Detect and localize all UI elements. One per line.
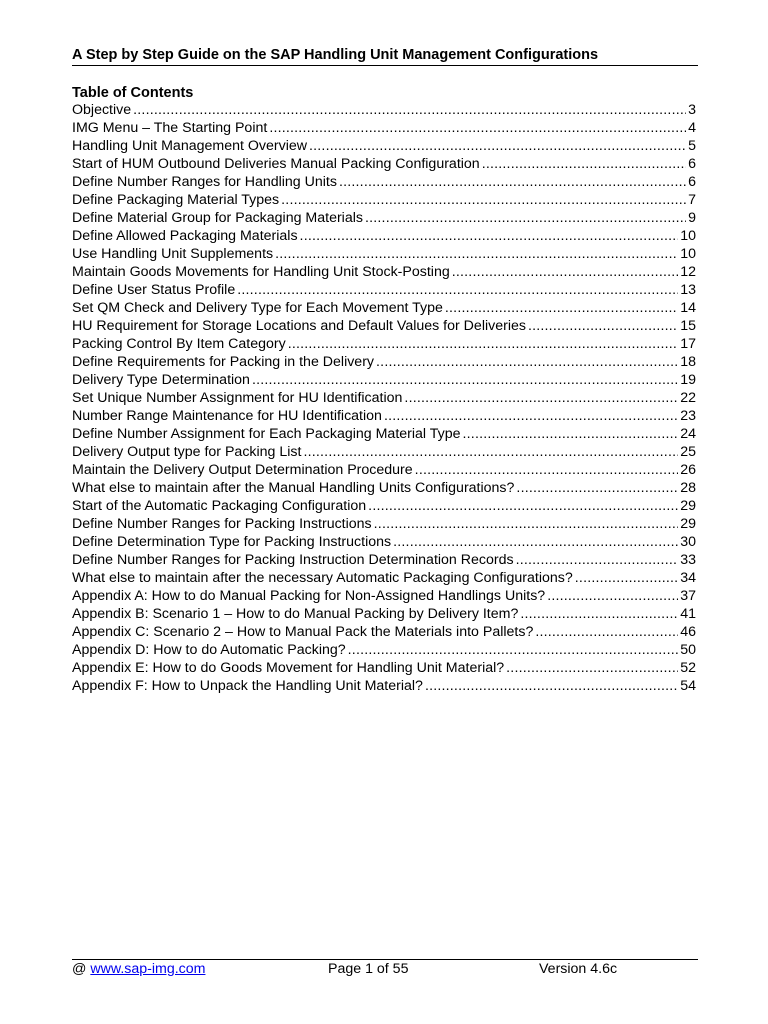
toc-entry-title[interactable]: Appendix F: How to Unpack the Handling Unit Material? [72,678,423,694]
toc-entry[interactable] [72,119,696,137]
toc-entry[interactable] [72,263,696,281]
toc-entry[interactable] [72,245,696,263]
toc-entry-page[interactable]: 17 [680,336,696,352]
toc-entry-page[interactable]: 25 [680,444,696,460]
toc-entry-title[interactable]: Define User Status Profile [72,282,236,298]
toc-entry[interactable] [72,335,696,353]
toc-entry-page[interactable]: 12 [680,264,696,280]
toc-dot-leader [303,443,678,461]
toc-entry-page[interactable]: 33 [680,552,696,568]
toc-entry-title[interactable]: Define Number Ranges for Handling Units [72,174,337,190]
toc-dot-leader [281,191,686,209]
toc-entry-title[interactable]: Packing Control By Item Category [72,336,286,352]
toc-entry-page[interactable]: 46 [680,624,696,640]
toc-entry-page[interactable]: 9 [688,210,696,226]
toc-dot-leader [300,227,679,245]
toc-entry[interactable] [72,677,696,695]
toc-entry-page[interactable]: 37 [680,588,696,604]
toc-entry-page[interactable]: 41 [680,606,696,622]
toc-entry-page[interactable]: 10 [680,246,696,262]
toc-entry-title[interactable]: Delivery Output type for Packing List [72,444,302,460]
toc-entry[interactable] [72,299,696,317]
toc-dot-leader [506,659,678,677]
toc-entry-title[interactable]: Define Number Ranges for Packing Instruction Determination Records [72,552,514,568]
toc-entry-page[interactable]: 10 [680,228,696,244]
toc-entry-title[interactable]: Appendix D: How to do Automatic Packing? [72,642,346,658]
toc-dot-leader [445,299,678,317]
toc-dot-leader [575,569,678,587]
footer-source [72,960,205,978]
toc-entry-page[interactable]: 6 [688,156,696,172]
header-divider [72,65,698,66]
toc-entry[interactable] [72,371,696,389]
toc-entry-page[interactable]: 30 [680,534,696,550]
toc-entry-page[interactable]: 6 [688,174,696,190]
toc-entry-page[interactable]: 4 [688,120,696,136]
toc-entry-title[interactable]: IMG Menu – The Starting Point [72,120,268,136]
toc-entry-page[interactable]: 14 [680,300,696,316]
toc-entry[interactable] [72,101,696,119]
toc-entry-title[interactable]: Use Handling Unit Supplements [72,246,274,262]
toc-dot-leader [365,209,686,227]
toc-entry-title[interactable]: Maintain Goods Movements for Handling Unit Stock-Posting [72,264,450,280]
at-symbol: @ [72,961,87,977]
toc-dot-leader [404,389,678,407]
toc-entry[interactable] [72,605,696,623]
toc-entry-page[interactable]: 22 [680,390,696,406]
toc-entry-title[interactable]: Appendix B: Scenario 1 – How to do Manual Packing by Delivery Item? [72,606,519,622]
toc-entry-page[interactable]: 18 [680,354,696,370]
toc-entry-title[interactable]: Start of HUM Outbound Deliveries Manual Packing Configuration [72,156,480,172]
toc-entry[interactable] [72,407,696,425]
website-link[interactable]: www.sap-img.com [90,961,206,977]
toc-entry[interactable] [72,317,696,335]
toc-dot-leader [482,155,686,173]
toc-entry-page[interactable]: 54 [680,678,696,694]
toc-entry-page[interactable]: 26 [680,462,696,478]
toc-dot-leader [275,245,678,263]
toc-dot-leader [547,587,678,605]
toc-entry[interactable] [72,659,696,677]
toc-entry[interactable] [72,515,696,533]
toc-entry-title[interactable]: Handling Unit Management Overview [72,138,307,154]
toc-dot-leader [368,497,678,515]
toc-dot-leader [269,119,686,137]
toc-entry[interactable] [72,569,696,587]
toc-entry[interactable] [72,155,696,173]
toc-dot-leader [463,425,679,443]
toc-entry[interactable] [72,281,696,299]
toc-entry-title[interactable]: Define Packaging Material Types [72,192,280,208]
toc-dot-leader [133,101,686,119]
toc-entry-title[interactable]: Define Number Assignment for Each Packaging Material Type [72,426,461,442]
toc-entry-page[interactable]: 3 [688,102,696,118]
toc-entry-title[interactable]: HU Requirement for Storage Locations and Default Values for Deliveries [72,318,526,334]
toc-entry[interactable] [72,641,696,659]
toc-dot-leader [528,317,678,335]
toc-entry-title[interactable]: Maintain the Delivery Output Determination Procedure [72,462,413,478]
toc-entry[interactable] [72,587,696,605]
toc-entry[interactable] [72,137,696,155]
toc-dot-leader [520,605,678,623]
page-number: Page 1 of 55 [328,961,409,977]
toc-dot-leader [339,173,686,191]
toc-dot-leader [237,281,678,299]
toc-entry-title[interactable]: What else to maintain after the necessary Automatic Packaging Configurations? [72,570,573,586]
toc-entry-title[interactable]: Define Material Group for Packaging Materials [72,210,363,226]
toc-entry-page[interactable]: 7 [688,192,696,208]
toc-entry-page[interactable]: 29 [680,516,696,532]
toc-dot-leader [384,407,678,425]
toc-entry-title[interactable]: Start of the Automatic Packaging Configuration [72,498,367,514]
toc-dot-leader [309,137,686,155]
toc-entry[interactable] [72,191,696,209]
toc-dot-leader [535,623,678,641]
toc-entry[interactable] [72,461,696,479]
toc-entry-title[interactable]: Appendix C: Scenario 2 – How to Manual Pack the Materials into Pallets? [72,624,534,640]
toc-entry-title[interactable]: Set Unique Number Assignment for HU Identification [72,390,403,406]
toc-entry-title[interactable]: Appendix A: How to do Manual Packing for Non-Assigned Handlings Units? [72,588,546,604]
toc-dot-leader [452,263,678,281]
toc-dot-leader [415,461,679,479]
toc-entry[interactable] [72,389,696,407]
toc-entry-page[interactable]: 23 [680,408,696,424]
toc-entry[interactable] [72,497,696,515]
toc-entry-title[interactable]: Define Allowed Packaging Materials [72,228,298,244]
toc-entry-page[interactable]: 24 [680,426,696,442]
toc-dot-leader [374,515,679,533]
toc-entry[interactable] [72,443,696,461]
toc-entry-page[interactable]: 34 [680,570,696,586]
table-of-contents [72,101,696,695]
toc-dot-leader [288,335,679,353]
document-title: A Step by Step Guide on the SAP Handling Unit Management Configurations [72,47,599,63]
toc-entry[interactable] [72,173,696,191]
toc-dot-leader [516,479,678,497]
page-footer [72,960,698,978]
toc-entry-title[interactable]: Define Number Ranges for Packing Instructions [72,516,372,532]
toc-entry[interactable] [72,209,696,227]
toc-entry-title[interactable]: Number Range Maintenance for HU Identification [72,408,382,424]
toc-entry-title[interactable]: Delivery Type Determination [72,372,250,388]
toc-dot-leader [252,371,678,389]
toc-entry-page[interactable]: 28 [680,480,696,496]
toc-entry[interactable] [72,425,696,443]
toc-entry-page[interactable]: 52 [680,660,696,676]
toc-entry-page[interactable]: 29 [680,498,696,514]
toc-entry-title[interactable]: Objective [72,102,132,118]
toc-dot-leader [425,677,678,695]
toc-dot-leader [393,533,678,551]
toc-entry-title[interactable]: Define Determination Type for Packing Instructions [72,534,392,550]
toc-dot-leader [516,551,679,569]
toc-entry-title[interactable]: Set QM Check and Delivery Type for Each Movement Type [72,300,443,316]
version-label: Version 4.6c [539,961,618,977]
toc-entry-page[interactable]: 19 [680,372,696,388]
toc-entry-page[interactable]: 13 [680,282,696,298]
toc-entry[interactable] [72,479,696,497]
toc-entry[interactable] [72,353,696,371]
toc-entry[interactable] [72,227,696,245]
toc-entry-page[interactable]: 15 [680,318,696,334]
toc-entry[interactable] [72,551,696,569]
toc-entry[interactable] [72,623,696,641]
toc-entry-title[interactable]: Define Requirements for Packing in the Delivery [72,354,375,370]
toc-entry-title[interactable]: Appendix E: How to do Goods Movement for Handling Unit Material? [72,660,505,676]
toc-dot-leader [376,353,678,371]
toc-dot-leader [348,641,679,659]
toc-entry-page[interactable]: 5 [688,138,696,154]
toc-entry-page[interactable]: 50 [680,642,696,658]
toc-heading: Table of Contents [72,85,194,101]
toc-entry-title[interactable]: What else to maintain after the Manual Handling Units Configurations? [72,480,515,496]
toc-entry[interactable] [72,533,696,551]
